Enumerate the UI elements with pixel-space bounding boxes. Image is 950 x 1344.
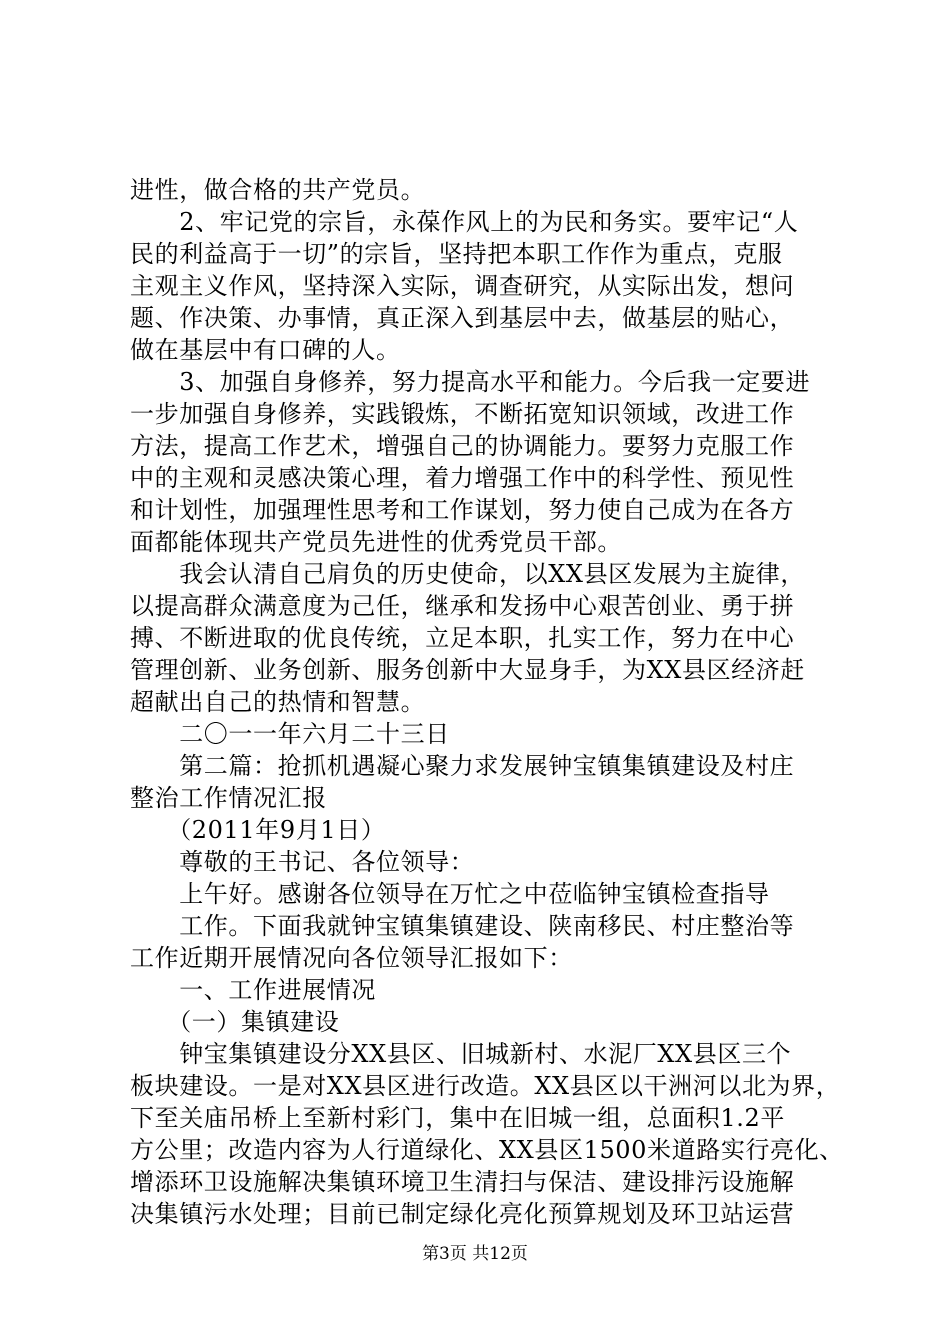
subheading: （一）集镇建设 <box>130 1008 340 1036</box>
text-line: 以提高群众满意度为己任，继承和发扬中心艰苦创业、勇于拼 <box>130 592 795 620</box>
text-line: 进性，做合格的共产党员。 <box>130 176 426 204</box>
subheading: 一、工作进展情况 <box>130 976 376 1004</box>
section-heading: 第二篇：抢抓机遇凝心聚力求发展钟宝镇集镇建设及村庄 <box>130 752 795 780</box>
text-line: 下至关庙吊桥上至新村彩门，集中在旧城一组，总面积1.2平 <box>130 1104 785 1132</box>
text-line: 上午好。感谢各位领导在万忙之中莅临钟宝镇检查指导 <box>130 880 770 908</box>
text-line: 我会认清自己肩负的历史使命，以XX县区发展为主旋律， <box>130 560 805 588</box>
text-line: 中的主观和灵感决策心理，着力增强工作中的科学性、预见性 <box>130 464 795 492</box>
salutation: 尊敬的王书记、各位领导： <box>130 848 475 876</box>
text-line: 方公里；改造内容为人行道绿化、XX县区1500米道路实行亮化、 <box>130 1136 844 1164</box>
text-line: 2、牢记党的宗旨，永葆作风上的为民和务实。要牢记“人 <box>130 208 799 236</box>
date-line: 二〇一一年六月二十三日 <box>130 720 450 748</box>
text-line: 3、加强自身修养，努力提高水平和能力。今后我一定要进 <box>130 368 811 396</box>
text-line: 工作。下面我就钟宝镇集镇建设、陕南移民、村庄整治等 <box>130 912 795 940</box>
text-line: 超献出自己的热情和智慧。 <box>130 688 426 716</box>
text-line: 工作近期开展情况向各位领导汇报如下： <box>130 944 573 972</box>
text-line: 一步加强自身修养，实践锻炼，不断拓宽知识领域，改进工作 <box>130 400 795 428</box>
text-line: 搏、不断进取的优良传统，立足本职，扎实工作，努力在中心 <box>130 624 795 652</box>
section-heading: 整治工作情况汇报 <box>130 784 327 812</box>
text-line: 管理创新、业务创新、服务创新中大显身手，为XX县区经济赶 <box>130 656 805 684</box>
text-line: 钟宝集镇建设分XX县区、旧城新村、水泥厂XX县区三个 <box>130 1040 792 1068</box>
text-line: 做在基层中有口碑的人。 <box>130 336 401 364</box>
text-line: 题、作决策、办事情，真正深入到基层中去，做基层的贴心， <box>130 304 795 332</box>
date-line: （2011年9月1日） <box>130 816 386 844</box>
text-line: 主观主义作风，坚持深入实际，调查研究，从实际出发，想问 <box>130 272 795 300</box>
text-line: 方法，提高工作艺术，增强自己的协调能力。要努力克服工作 <box>130 432 795 460</box>
text-line: 决集镇污水处理；目前已制定绿化亮化预算规划及环卫站运营 <box>130 1200 795 1228</box>
page-number: 第3页 共12页 <box>422 1244 528 1264</box>
text-line: 增添环卫设施解决集镇环境卫生清扫与保洁、建设排污设施解 <box>130 1168 795 1196</box>
text-line: 民的利益高于一切”的宗旨，坚持把本职工作作为重点，克服 <box>130 240 783 268</box>
text-line: 板块建设。一是对XX县区进行改造。XX县区以干洲河以北为界， <box>130 1072 841 1100</box>
text-line: 和计划性，加强理性思考和工作谋划，努力使自己成为在各方 <box>130 496 795 524</box>
text-line: 面都能体现共产党员先进性的优秀党员干部。 <box>130 528 622 556</box>
